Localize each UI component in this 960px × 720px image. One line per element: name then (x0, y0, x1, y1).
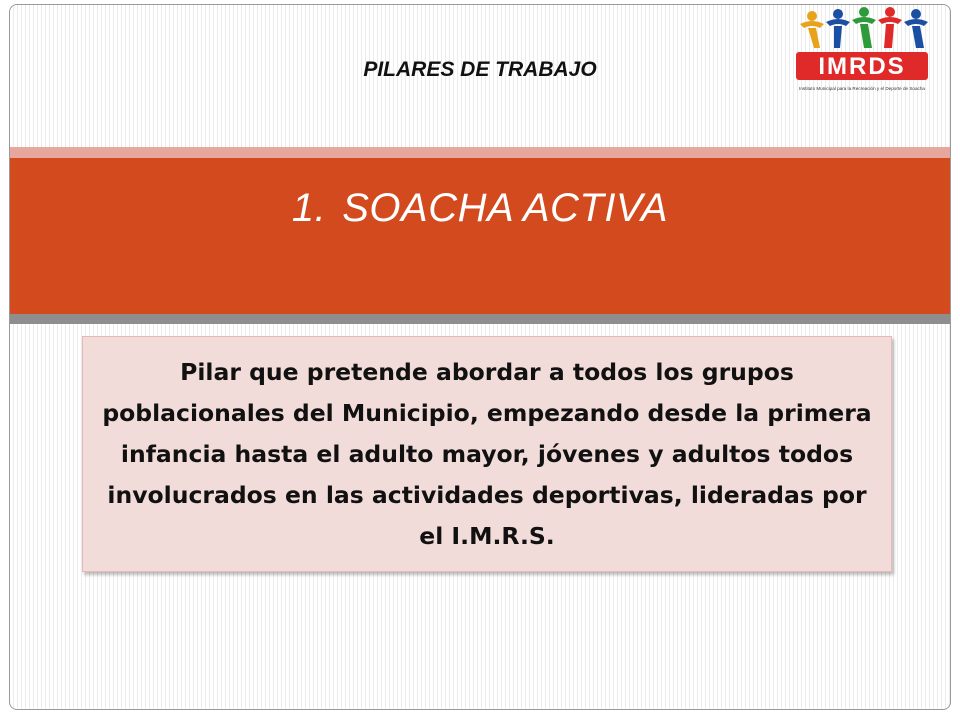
description-text: Pilar que pretende abordar a todos los grupos poblacionales del Municipio, empezando desde la primera infancia hasta el adulto mayor, jóvenes y adultos todos involucrados en las actividades deportivas, lideradas por el I.M.R.S. (102, 357, 872, 550)
athletes-figures (800, 7, 928, 48)
slide-title-number: 1. (291, 185, 327, 230)
logo-subtitle: Instituto Municipal para la Recreación y el Deporte de Soacha (799, 86, 925, 91)
title-band (10, 158, 950, 314)
imrds-logo (790, 2, 934, 106)
title-band-bottom-stripe (10, 314, 950, 324)
description-box (82, 336, 892, 572)
slide-title (10, 158, 950, 258)
slide-heading: PILARES DE TRABAJO (363, 58, 597, 81)
slide-title-text: SOACHA ACTIVA (342, 185, 669, 230)
logo-wordmark: IMRDS (818, 53, 906, 80)
title-band-top-stripe (10, 147, 950, 158)
